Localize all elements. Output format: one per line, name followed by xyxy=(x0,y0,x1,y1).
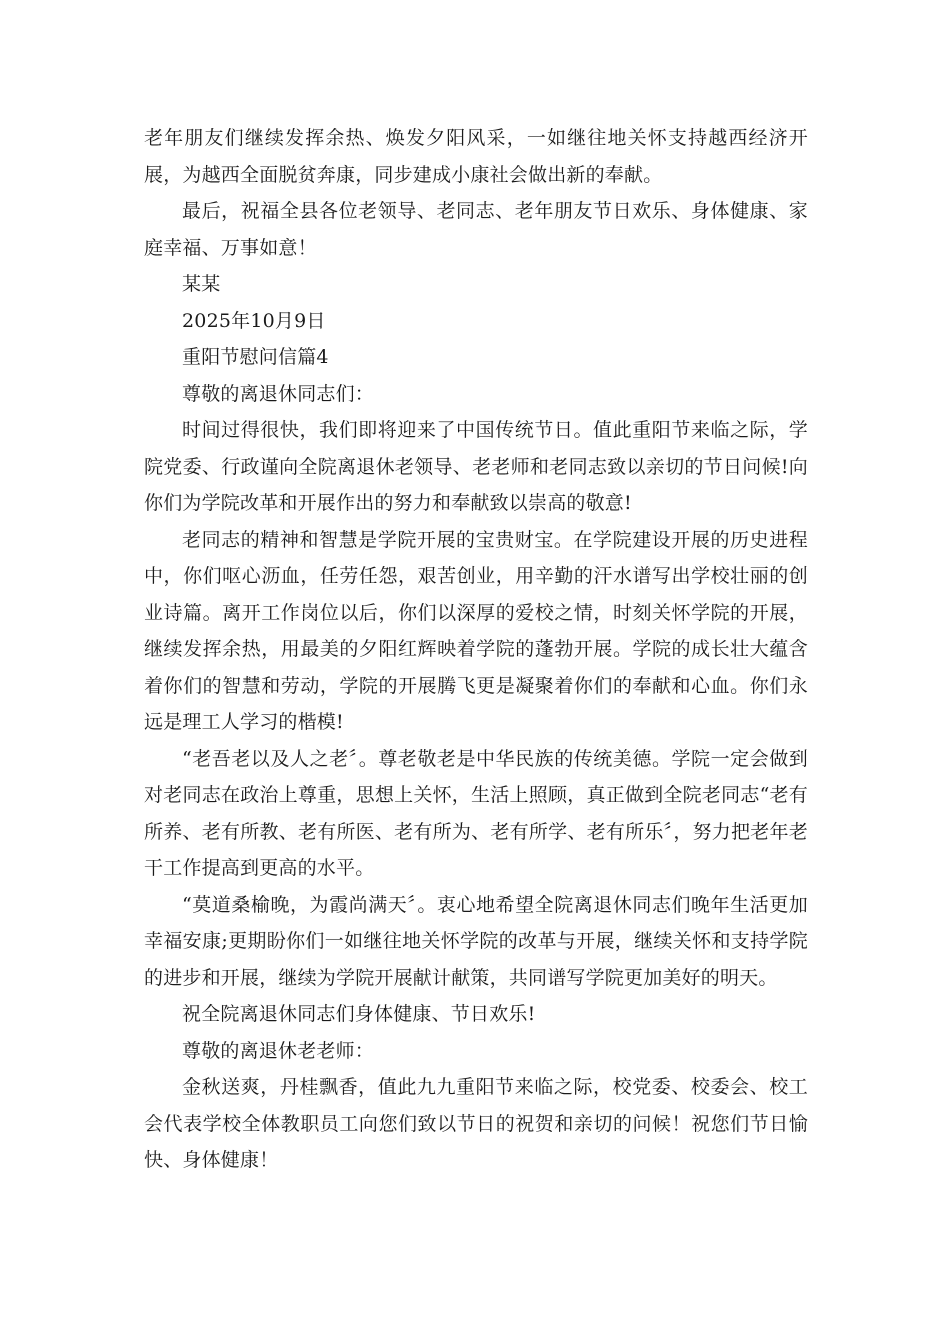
section-title: 重阳节慰问信篇4 xyxy=(182,346,329,368)
paragraph-closing-wishes: 最后，祝福全县各位老领导、老同志、老年朋友节日欢乐、身体健康、家庭幸福、万事如意！ xyxy=(144,200,808,259)
paragraph-continuation: 老年朋友们继续发挥余热、焕发夕阳风采，一如继往地关怀支持越西经济开展，为越西全面脱贫奔康，同步建成小康社会做出新的奉献。 xyxy=(144,127,808,186)
salutation: 尊敬的离退休同志们： xyxy=(182,382,375,405)
paragraph-respect: “老吾老以及人之老〞。尊老敬老是中华民族的传统美德。学院一定会做到对老同志在政治上尊重，思想上关怀，生活上照顾，真正做到全院老同志“老有所养、老有所教、老有所医、老有所为、老有所学、老有所乐〞，努力把老年老干工作提高到更高的水平。 xyxy=(144,747,808,879)
document-page xyxy=(144,120,808,1179)
signature-name: 某某 xyxy=(182,273,221,295)
paragraph-wish: 祝全院离退休同志们身体健康、节日欢乐! xyxy=(182,1003,536,1025)
signature-date: 2025年10月9日 xyxy=(182,309,326,332)
paragraph-autumn-greeting: 金秋送爽，丹桂飘香，值此九九重阳节来临之际，校党委、校委会、校工会代表学校全体教职员工向您们致以节日的祝贺和亲切的问候！祝您们节日愉快、身体健康！ xyxy=(144,1076,808,1171)
paragraph-hope: “莫道桑榆晚，为霞尚满天〞。衷心地希望全院离退休同志们晚年生活更加幸福安康;更期盼你们一如继往地关怀学院的改革与开展，继续关怀和支持学院的进步和开展，继续为学院开展献计献策，共同谱写学院更加美好的明天。 xyxy=(144,893,808,989)
paragraph-greeting: 时间过得很快，我们即将迎来了中国传统节日。值此重阳节来临之际，学院党委、行政谨向全院离退休老领导、老老师和老同志致以亲切的节日问候!向你们为学院改革和开展作出的努力和奉献致以崇高的敬意! xyxy=(144,419,808,514)
salutation-teachers: 尊敬的离退休老老师： xyxy=(182,1039,375,1062)
paragraph-tribute: 老同志的精神和智慧是学院开展的宝贵财宝。在学院建设开展的历史进程中，你们呕心沥血，任劳任怨，艰苦创业，用辛勤的汗水谱写出学校壮丽的创业诗篇。离开工作岗位以后，你们以深厚的爱校之情，时刻关怀学院的开展，继续发挥余热，用最美的夕阳红辉映着学院的蓬勃开展。学院的成长壮大蕴含着你们的智慧和劳动，学院的开展腾飞更是凝聚着你们的奉献和心血。你们永远是理工人学习的楷模! xyxy=(144,528,808,733)
